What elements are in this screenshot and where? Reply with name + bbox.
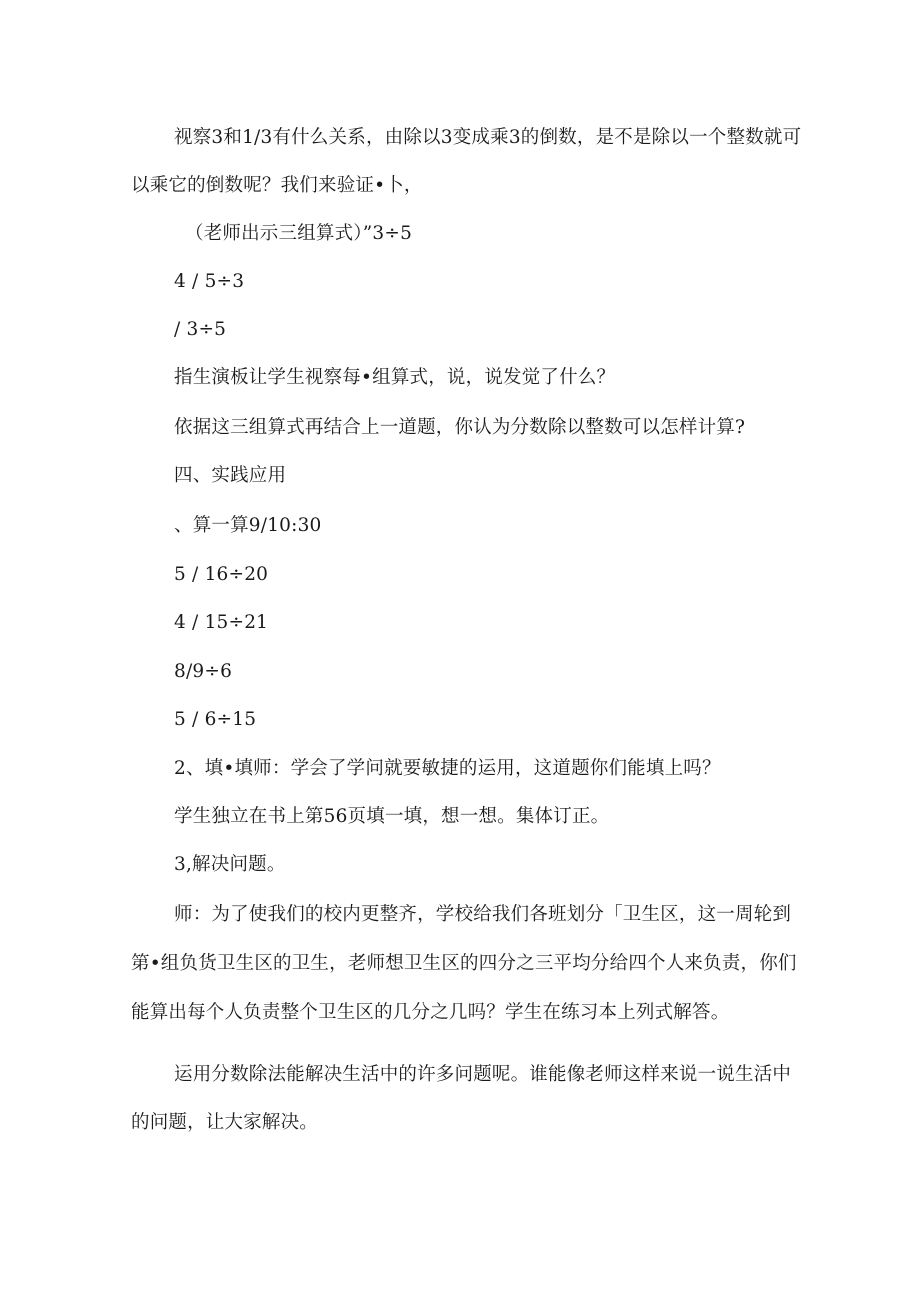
paragraph-line: 学生独立在书上第56页填一填，想一想。集体订正。 [174,806,610,827]
paragraph-line: 3,解决问题。 [174,854,286,875]
paragraph-line: 第•组负货卫生区的卫生，老师想卫生区的四分之三平均分给四个人来负责，你们 [131,953,797,974]
paragraph-line: 视察3和1/3有什么关系，由除以3变成乘3的倒数，是不是除以一个整数就可 [174,127,802,148]
formula-line: 4 / 15÷21 [174,612,269,633]
formula-line: 8/9÷6 [174,661,233,682]
paragraph-line: （老师出示三组算式）”3÷5 [185,223,413,244]
paragraph-line: 依据这三组算式再结合上一道题，你认为分数除以整数可以怎样计算? [174,417,746,438]
paragraph-line: 的问题，让大家解决。 [131,1112,319,1133]
formula-line: 5 / 6÷15 [174,709,257,730]
section-heading: 四、实践应用 [174,465,287,486]
paragraph-line: 师：为了使我们的校内更整齐，学校给我们各班划分「卫生区，这一周轮到 [174,904,792,925]
exercise-line: 、算一算9/10:30 [174,515,322,536]
paragraph-line: 以乘它的倒数呢？我们来验证•卜， [131,175,423,196]
formula-line: 4 / 5÷3 [174,271,245,292]
formula-line: / 3÷5 [174,319,227,340]
paragraph-line: 运用分数除法能解决生活中的许多问题呢。谁能像老师这样来说一说生活中 [174,1064,792,1085]
paragraph-line: 能算出每个人负责整个卫生区的几分之几吗？学生在练习本上列式解答。 [131,1002,730,1023]
formula-line: 5 / 16÷20 [174,564,269,585]
paragraph-line: 指生演板让学生视察每•组算式，说，说发觉了什么？ [174,367,616,388]
paragraph-line: 2、填•填师：学会了学问就要敏捷的运用，这道题你们能填上吗？ [174,758,721,779]
